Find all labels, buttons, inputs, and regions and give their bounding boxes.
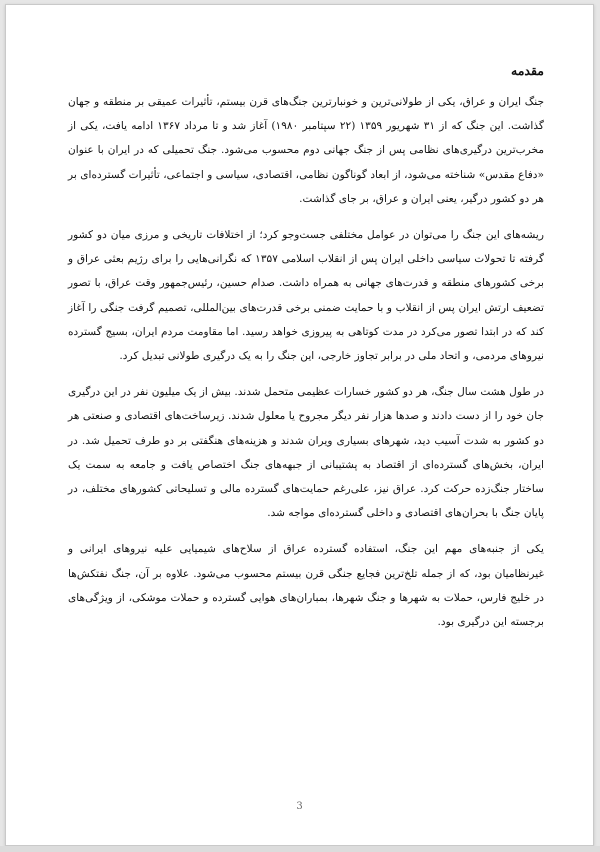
paragraph-4: یکی از جنبه‌های مهم این جنگ، استفاده گسترده عراق از سلاح‌های شیمیایی علیه نیروهای ایرانی و غیرنظامیان بود، که از جمله تلخ‌ترین فجایع جنگی قرن بیستم محسوب می‌شود. علاوه بر آن، جنگ نفتکش‌ها در خلیج فارس، حملات به شهرها و جنگ شهرها، بمباران‌های هوایی گسترده و حملات موشکی، از ویژگی‌های برجسته این درگیری بود. (68, 543, 544, 629)
document-page (5, 4, 594, 846)
paragraph-3: در طول هشت سال جنگ، هر دو کشور خسارات عظیمی متحمل شدند. بیش از یک میلیون نفر در این درگیری جان خود را از دست دادند و صدها هزار نفر دیگر مجروح یا معلول شدند. زیرساخت‌های اقتصادی و صنعتی هر دو کشور به شدت آسیب دید، شهرهای بسیاری ویران شدند و هزینه‌های هنگفتی بر دو طرف تحمیل شد. در ایران، بخش‌های گسترده‌ای از اقتصاد به پشتیبانی از جبهه‌های جنگ اختصاص یافت و جامعه به سمت یک ساختار جنگ‌زده حرکت کرد. عراق نیز، علی‌رغم حمایت‌های گسترده مالی و تسلیحاتی کشورهای مختلف، در پایان جنگ با بحران‌های اقتصادی و داخلی گسترده‌ای مواجه شد. (68, 386, 544, 520)
paragraph-1: جنگ ایران و عراق، یکی از طولانی‌ترین و خونبارترین جنگ‌های قرن بیستم، تأثیرات عمیقی بر منطقه و جهان گذاشت. این جنگ که از ۳۱ شهریور ۱۳۵۹ (۲۲ سپتامبر ۱۹۸۰) آغاز شد و تا مرداد ۱۳۶۷ ادامه یافت، یکی از مخرب‌ترین درگیری‌های نظامی پس از جنگ جهانی دوم محسوب می‌شود. جنگ تحمیلی که در ایران با عنوان «دفاع مقدس» شناخته می‌شود، از ابعاد گوناگون نظامی، اقتصادی، سیاسی و اجتماعی، تأثیرات گسترده‌ای بر هر دو کشور درگیر، یعنی ایران و عراق، بر جای گذاشت. (68, 96, 544, 205)
page-number: 3 (296, 801, 303, 812)
document-body (68, 63, 544, 646)
next-page-edge (0, 846, 600, 852)
section-heading: مقدمه (511, 63, 544, 78)
paragraph-2: ریشه‌های این جنگ را می‌توان در عوامل مختلفی جست‌وجو کرد؛ از اختلافات تاریخی و مرزی میان دو کشور گرفته تا تحولات سیاسی داخلی ایران پس از انقلاب اسلامی ۱۳۵۷ که نگرانی‌هایی را برای رژیم بعثی عراق و برخی کشورهای منطقه و قدرت‌های جهانی به همراه داشت. صدام حسین، رئیس‌جمهور وقت عراق، با تصور تضعیف ارتش ایران پس از انقلاب و با حمایت ضمنی برخی قدرت‌های بین‌المللی، تصمیم گرفت جنگی را آغاز کند که در ابتدا تصور می‌کرد در مدت کوتاهی به پیروزی خواهد رسید. اما مقاومت مردم ایران، بسیج گسترده نیروهای مردمی، و اتحاد ملی در برابر تجاوز خارجی، این جنگ را به یک درگیری طولانی تبدیل کرد. (68, 229, 544, 363)
